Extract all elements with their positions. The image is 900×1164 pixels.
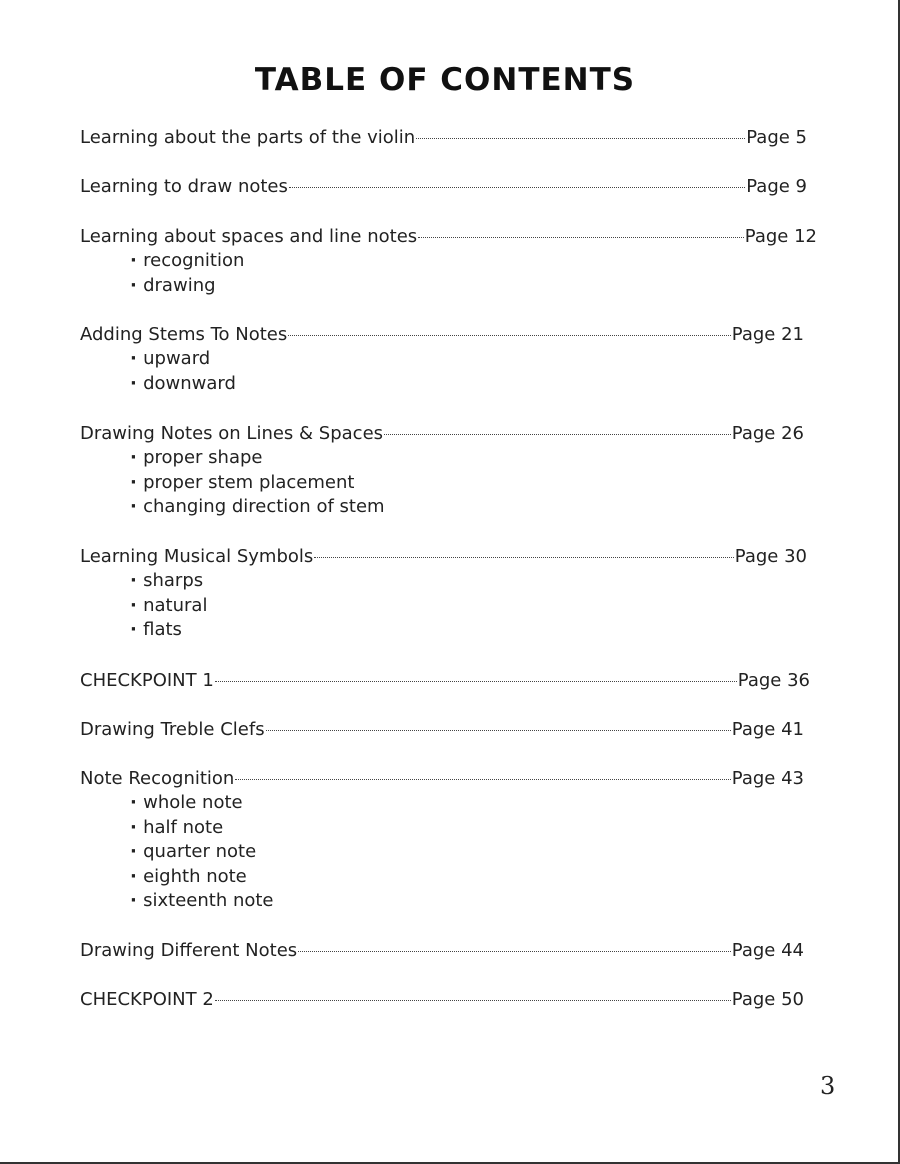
toc-entry-violin-parts: [80, 126, 807, 150]
toc-entry-treble-clefs: [80, 718, 804, 742]
toc-entry-label: Drawing Notes on Lines & Spaces: [80, 423, 384, 444]
toc-subitem: · flats: [80, 618, 807, 643]
toc-entry-draw-notes: [80, 175, 807, 199]
toc-subitems: [80, 347, 804, 396]
toc-entry-page: Page 44: [731, 940, 804, 961]
dot-leader: [314, 556, 734, 558]
toc-entry-page: Page 43: [731, 768, 804, 789]
toc-subitem: · sixteenth note: [80, 889, 804, 914]
toc-entry-page: Page 36: [737, 670, 810, 691]
toc-subitem: · upward: [80, 347, 804, 372]
page-number: 3: [820, 1072, 836, 1100]
toc-entry-line: [80, 718, 804, 742]
toc-entry-page: Page 50: [731, 989, 804, 1010]
toc-entry-line: [80, 422, 804, 446]
toc-entry-note-recognition: [80, 767, 804, 914]
dot-leader: [416, 137, 745, 139]
toc-entry-page: Page 41: [731, 719, 804, 740]
toc-entry-line: [80, 323, 804, 347]
toc-entry-line: [80, 669, 810, 693]
dot-leader: [235, 778, 730, 780]
toc-entry-label: Note Recognition: [80, 768, 235, 789]
toc-subitem: · proper shape: [80, 446, 804, 471]
toc-entry-page: Page 9: [746, 176, 807, 197]
toc-entry-label: CHECKPOINT 1: [80, 670, 214, 691]
toc-subitem: · natural: [80, 594, 807, 619]
toc-entry-label: Learning to draw notes: [80, 176, 288, 197]
toc-subitems: [80, 249, 817, 298]
toc-entry-label: Adding Stems To Notes: [80, 324, 288, 345]
dot-leader: [289, 186, 745, 188]
toc-entry-label: CHECKPOINT 2: [80, 989, 214, 1010]
toc-entry-line: [80, 988, 804, 1012]
toc-subitem: · proper stem placement: [80, 471, 804, 496]
toc-subitem: · quarter note: [80, 840, 804, 865]
toc-entry-line: [80, 126, 807, 150]
toc-subitem: · drawing: [80, 274, 817, 299]
dot-leader: [384, 433, 731, 435]
toc-subitem: · eighth note: [80, 865, 804, 890]
toc-subitem: · half note: [80, 816, 804, 841]
toc-entry-different-notes: [80, 939, 804, 963]
dot-leader: [288, 334, 731, 336]
toc-entry-label: Learning about the parts of the violin: [80, 127, 416, 148]
toc-subitems: [80, 446, 804, 520]
toc-entry-page: Page 21: [731, 324, 804, 345]
toc-entry-line: [80, 767, 804, 791]
toc-entry-line: [80, 175, 807, 199]
toc-entry-page: Page 5: [746, 127, 807, 148]
toc-entry-spaces-lines: [80, 225, 817, 298]
toc-entry-line: [80, 545, 807, 569]
toc-entry-checkpoint-2: [80, 988, 804, 1012]
page-title: TABLE OF CONTENTS: [254, 62, 636, 98]
toc-entry-line: [80, 939, 804, 963]
toc-subitems: [80, 791, 804, 914]
toc-entry-musical-symbols: [80, 545, 807, 643]
toc-entry-checkpoint-1: [80, 669, 810, 693]
dot-leader: [266, 729, 731, 731]
toc-subitem: · whole note: [80, 791, 804, 816]
toc-entry-page: Page 30: [734, 546, 807, 567]
dot-leader: [298, 950, 731, 952]
toc-entry-stems: [80, 323, 804, 396]
dot-leader: [418, 236, 744, 238]
toc-entry-label: Drawing Treble Clefs: [80, 719, 265, 740]
toc-entry-page: Page 26: [731, 423, 804, 444]
dot-leader: [215, 999, 731, 1001]
toc-entry-label: Learning Musical Symbols: [80, 546, 314, 567]
toc-subitem: · changing direction of stem: [80, 495, 804, 520]
toc-entry-label: Learning about spaces and line notes: [80, 226, 418, 247]
toc-entry-lines-spaces: [80, 422, 804, 520]
toc-entry-page: Page 12: [744, 226, 817, 247]
toc-subitem: · recognition: [80, 249, 817, 274]
dot-leader: [215, 680, 737, 682]
toc-entry-line: [80, 225, 817, 249]
toc-subitems: [80, 569, 807, 643]
toc-subitem: · downward: [80, 372, 804, 397]
toc-entry-label: Drawing Different Notes: [80, 940, 298, 961]
toc-subitem: · sharps: [80, 569, 807, 594]
